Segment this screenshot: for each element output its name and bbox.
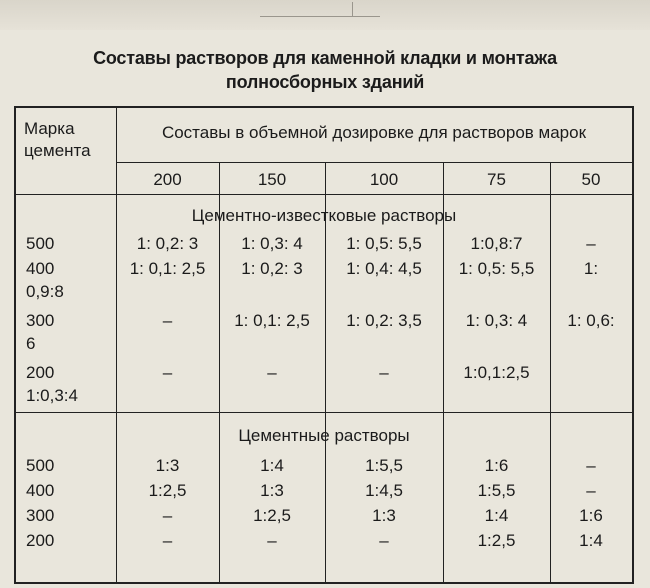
grade-header-75: 75 <box>487 170 506 189</box>
cement-mark: 400 <box>26 259 55 278</box>
table-cell: 1: 0,6: <box>567 311 615 330</box>
table-cell: – <box>162 506 173 525</box>
table-cell: 1: 0,3: 4 <box>241 234 303 253</box>
section-title-cement: Цементные растворы <box>238 426 410 445</box>
header-word-1: Марка <box>24 119 75 138</box>
table-cell: 1:4 <box>484 506 509 525</box>
page-title <box>0 46 650 94</box>
table-cell: 1: 0,2: 3 <box>136 234 199 253</box>
table-cell: – <box>586 234 596 253</box>
table-cell: 1: 0,2: 3 <box>241 259 303 278</box>
table-cell: 1: 0,3: 4 <box>465 311 528 330</box>
composition-table <box>14 106 634 584</box>
table-cell: 1:2,5 <box>253 506 291 525</box>
table-cell: 1:2,5 <box>148 481 187 500</box>
table-cell: – <box>162 311 173 330</box>
table-cell: 1:6 <box>484 456 509 475</box>
header-divider <box>116 162 632 163</box>
section-divider <box>16 412 632 413</box>
cement-mark: 400 <box>26 481 55 500</box>
section-title-lime-cement: Цементно-известковые растворы <box>191 206 457 225</box>
wrapped-value: 1:0,3:4 <box>26 386 78 405</box>
cement-mark: 200 <box>26 363 55 382</box>
table-cell: – <box>267 531 277 550</box>
dosage-span-header: Составы в объемной дозировке для растворов марок <box>161 123 587 142</box>
cement-mark: 500 <box>26 456 55 475</box>
header-bottom-rule <box>16 194 632 195</box>
grade-header-150: 150 <box>257 170 287 189</box>
faded-tick <box>352 2 353 16</box>
title-line-1: Составы растворов для каменной кладки и монтажа <box>93 48 557 68</box>
table-cell: 1: 0,5: 5,5 <box>458 259 535 278</box>
table-cell: 1:6 <box>579 506 603 525</box>
table-cell: 1: 0,2: 3,5 <box>346 311 422 330</box>
table-cell: – <box>267 363 277 382</box>
table-cell: 1: 0,1: 2,5 <box>129 259 206 278</box>
table-cell: – <box>586 481 596 500</box>
grade-header-200: 200 <box>153 170 182 189</box>
table-cell: – <box>379 363 389 382</box>
cement-mark: 500 <box>26 234 55 253</box>
table-cell: 1:4 <box>579 531 603 550</box>
table-cell: – <box>586 456 596 475</box>
cement-grade-header <box>24 118 91 162</box>
cement-mark: 200 <box>26 531 55 550</box>
table-cell: 1:3 <box>372 506 396 525</box>
cement-mark: 300 <box>26 311 55 330</box>
table-cell: 1:3 <box>155 456 180 475</box>
scan-top-margin <box>0 0 650 30</box>
grade-header-100: 100 <box>369 170 399 189</box>
table-cell: – <box>162 531 173 550</box>
table-cell: – <box>162 363 173 382</box>
grade-header-50: 50 <box>581 170 601 189</box>
title-line-2: полносборных зданий <box>225 72 425 92</box>
table-cell: 1:0,1:2,5 <box>463 363 530 382</box>
table-cell: 1:2,5 <box>477 531 516 550</box>
table-cell: 1: 0,1: 2,5 <box>234 311 310 330</box>
table-cell: 1: 0,5: 5,5 <box>346 234 422 253</box>
cement-mark: 300 <box>26 506 55 525</box>
table-cell: 1: <box>583 259 599 278</box>
wrapped-value: 6 <box>26 334 36 353</box>
table-cell: – <box>379 531 389 550</box>
table-cell: 1:5,5 <box>365 456 403 475</box>
table-cell: 1:4 <box>260 456 284 475</box>
table-cell: 1: 0,4: 4,5 <box>346 259 422 278</box>
wrapped-value: 0,9:8 <box>26 282 64 301</box>
table-cell: 1:4,5 <box>365 481 403 500</box>
header-word-2: цемента <box>24 141 91 160</box>
faded-rule <box>260 16 380 17</box>
table-cell: 1:3 <box>260 481 284 500</box>
table-cell: 1:0,8:7 <box>470 234 523 253</box>
table-cell: 1:5,5 <box>477 481 516 500</box>
